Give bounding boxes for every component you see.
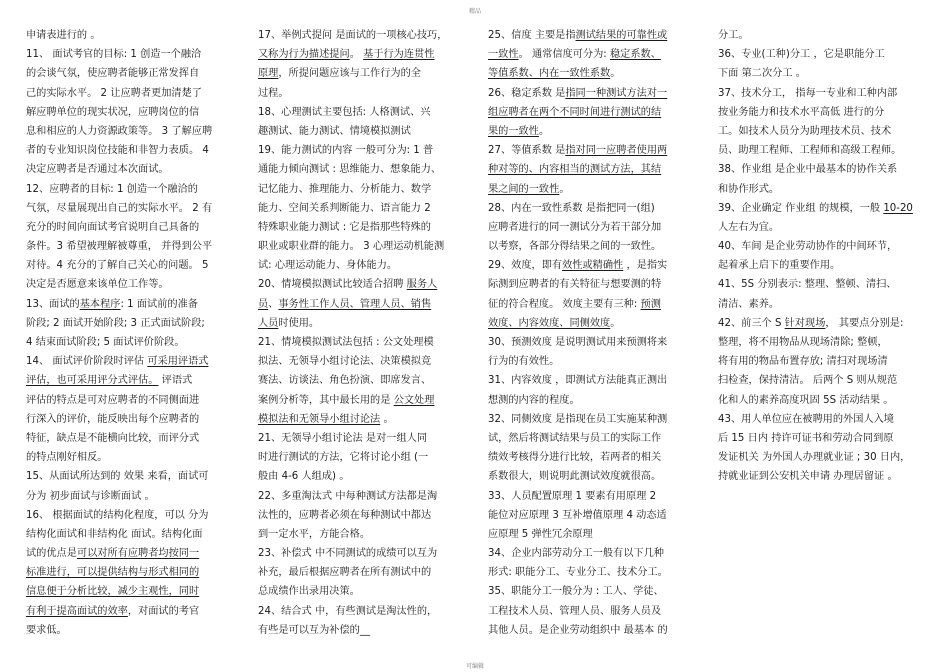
text-line	[718, 122, 933, 141]
text-line	[258, 525, 473, 544]
underlined-text: 员	[258, 298, 269, 310]
text-segment: 发证机关 为外国人办理就业证 ; 30 日内，	[718, 452, 911, 464]
text-line	[26, 506, 241, 525]
text-segment: 时使用。	[278, 317, 320, 329]
text-line	[258, 45, 473, 64]
text-column-2	[258, 26, 473, 640]
text-segment: 将有用的物品布置存放; 清扫对现场清	[718, 356, 888, 368]
text-line	[26, 180, 241, 199]
text-line	[258, 84, 473, 103]
text-line	[488, 218, 703, 237]
text-line	[26, 525, 241, 544]
text-segment: 人左右为宜。	[718, 221, 780, 233]
text-segment: 。	[610, 317, 621, 329]
text-segment: 17、举例式提问 是面试的一项核心技巧，	[258, 30, 448, 41]
text-line	[26, 141, 241, 160]
text-line	[26, 544, 241, 563]
text-segment: 12、应聘者的目标: 1 创造一个融洽的	[26, 183, 198, 195]
text-line	[26, 448, 241, 467]
text-segment: 总成绩作出录用决策。	[258, 586, 360, 598]
text-segment: 形式: 职能分工、专业分工、技术分工。	[488, 567, 668, 579]
text-segment: 能力、空间关系判断能力、语言能力 2	[258, 202, 431, 214]
text-line	[26, 218, 241, 237]
text-line	[718, 429, 933, 448]
text-segment: 36、专业(工种)分工 ，它是职能分工	[718, 49, 885, 61]
text-line	[26, 256, 241, 275]
text-segment: 持就业证到公安机关申请 办理居留证 。	[718, 471, 898, 483]
text-segment: 43、用人单位应在被聘用的外国人入境	[718, 413, 894, 425]
text-segment: 。 通常信度可分为:	[518, 49, 610, 61]
page-header: 精品	[468, 8, 481, 15]
text-segment: 34、企业内部劳动分工一般有以下几种	[488, 548, 664, 560]
text-segment: 工。如技术人员分为助理技术员、技术	[718, 125, 892, 137]
text-line	[718, 391, 933, 410]
text-line	[488, 371, 703, 390]
underlined-text: 预测	[640, 298, 661, 310]
text-segment: 和协作形式。	[718, 183, 780, 195]
underlined-text: 信息便于分析比较，减少主观性，同时	[26, 586, 200, 598]
text-line	[718, 256, 933, 275]
text-line	[488, 582, 703, 601]
text-segment: 己的实际水平。 2 让应聘者更加清楚了	[26, 87, 202, 99]
text-line	[258, 314, 473, 333]
text-segment: ，所提问题应该与工作行为的全	[278, 68, 421, 80]
text-segment: 21、情境模拟测试法包括 : 公文处理模	[258, 337, 434, 348]
text-segment: 30、预测效度 是说明测试用来预测将来	[488, 337, 668, 348]
text-segment: 31、内容效度 ，即测试方法能真正测出	[488, 375, 668, 387]
text-segment: 试，然后将测试结果与员工的实际工作	[488, 432, 662, 444]
underlined-text: 针对现场	[784, 317, 826, 329]
text-segment: 条件。3 希望被理解被尊重， 并得到公平	[26, 241, 213, 253]
text-segment: 应原理 5 弹性冗余原理	[488, 528, 593, 540]
text-line	[26, 333, 241, 352]
text-segment: 评语式	[158, 375, 193, 387]
underlined-text: 指同一种测试方法对一	[565, 87, 668, 99]
underlined-text: 组应聘者在两个不同时间进行测试的结	[488, 106, 662, 118]
text-line	[488, 45, 703, 64]
text-segment: 特殊职业能力测试 : 它是指那些特殊的	[258, 221, 431, 233]
underlined-text: 公文处理	[393, 394, 435, 406]
text-segment: 下面 第二次分工 。	[718, 68, 806, 80]
text-segment: 案例分析等，其中最长用的是	[258, 394, 394, 406]
text-line	[488, 448, 703, 467]
text-line	[26, 487, 241, 506]
text-segment: 特征，缺点是不能横向比较，而评分式	[26, 432, 200, 444]
text-segment: 35、职能分工一般分为 : 工人、学徒、	[488, 586, 664, 598]
underlined-text: 效度、内容效度、同侧效度	[488, 317, 611, 329]
text-line	[26, 563, 241, 582]
underlined-text: 服务人	[406, 279, 438, 291]
text-segment: 。	[380, 413, 394, 425]
text-segment: 阶段; 2 面试开始阶段; 3 正式面试阶段;	[26, 317, 205, 329]
text-line	[26, 295, 241, 314]
underlined-text: 模拟法和无领导小组讨论法	[258, 413, 381, 425]
underlined-text: 可采用评语式	[147, 356, 209, 368]
text-segment: 化和人的素养高度巩固 5S 活动结果 。	[718, 394, 894, 406]
text-line	[488, 602, 703, 621]
text-line	[718, 26, 933, 45]
text-line	[718, 160, 933, 179]
text-line	[26, 64, 241, 83]
text-line	[488, 621, 703, 640]
text-segment: 评估的特点是可对应聘者的不同侧面进	[26, 394, 200, 406]
underlined-text: 10-20	[883, 202, 913, 214]
text-segment: 者的专业知识岗位技能和非智力表质。 4	[26, 145, 209, 157]
text-segment: 19、能力测试的内容 一般可分为: 1 普	[258, 145, 434, 157]
text-segment: 整理，将不用物品从现场清除; 整顿，	[718, 337, 888, 348]
text-segment: 4 结束面试阶段; 5 面试评价阶段。	[26, 337, 185, 348]
text-line	[718, 218, 933, 237]
text-segment: 绩效考核得分进行比较，若两者的相关	[488, 452, 662, 464]
text-segment: 试的优点是	[26, 548, 77, 560]
text-line	[258, 371, 473, 390]
text-segment: 对待。4 充分的了解自己关心的问题。 5	[26, 260, 209, 272]
text-segment: 。	[559, 183, 570, 195]
text-segment: 征的符合程度。 效度主要有三种:	[488, 298, 641, 310]
text-line	[488, 141, 703, 160]
text-line	[718, 448, 933, 467]
text-line	[26, 122, 241, 141]
text-segment: 按业务能力和技术水平高低 进行的分	[718, 106, 885, 118]
text-line	[258, 621, 473, 640]
text-segment: 28、内在一致性系数 是指把同一(组)	[488, 202, 655, 214]
text-line	[26, 199, 241, 218]
text-segment: 41、5S 分别表示: 整理、整顿、清扫、	[718, 279, 897, 291]
text-column-4	[718, 26, 933, 487]
text-segment: 试: 心理运动能力、身体能力。	[258, 260, 398, 272]
text-line	[26, 391, 241, 410]
text-line	[26, 275, 241, 294]
text-segment: 13、面试的	[26, 298, 80, 310]
text-line	[718, 103, 933, 122]
text-line	[488, 487, 703, 506]
text-line	[258, 487, 473, 506]
text-segment: 27、等值系数 是	[488, 145, 566, 157]
text-line	[26, 314, 241, 333]
text-segment: 25、信度 主要是指	[488, 30, 576, 41]
text-segment: 37、技术分工， 指每一专业和工种内部	[718, 87, 898, 99]
text-line	[718, 295, 933, 314]
text-line	[26, 582, 241, 601]
text-line	[488, 544, 703, 563]
text-line	[26, 103, 241, 122]
text-segment: 。	[610, 68, 621, 80]
text-line	[718, 45, 933, 64]
text-line	[26, 429, 241, 448]
text-segment: 的会谈气氛，使应聘者能够正常发挥自	[26, 68, 200, 80]
text-line	[258, 448, 473, 467]
text-line	[718, 84, 933, 103]
text-line	[26, 237, 241, 256]
text-line	[718, 275, 933, 294]
text-line	[488, 275, 703, 294]
text-line	[258, 64, 473, 83]
text-segment: 际测到应聘者的有关特征与想要测的特	[488, 279, 662, 291]
text-line	[258, 256, 473, 275]
text-line	[488, 563, 703, 582]
underlined-text: 种对等的、内容相当的测试方法，其结	[488, 164, 662, 176]
underlined-text: 测试结果的可靠性或	[575, 30, 668, 41]
text-segment: 汰性的，应聘者必须在每种测试中都达	[258, 509, 432, 521]
text-segment: 32、同侧效度 是指现在员工实施某种测	[488, 413, 668, 425]
text-segment: 时进行测试的方法，它将讨论小组 (一	[258, 452, 429, 464]
text-line	[26, 160, 241, 179]
text-line	[258, 103, 473, 122]
text-line	[258, 582, 473, 601]
text-column-3	[488, 26, 703, 640]
text-segment: 拟法、无领导小组讨论法、决策模拟竞	[258, 356, 432, 368]
text-segment: 11、 面试考官的目标: 1 创造一个融洽	[26, 49, 202, 61]
text-segment: 解应聘单位的现实状况，应聘岗位的信	[26, 106, 200, 118]
text-line	[718, 199, 933, 218]
text-segment: 后 15 日内 持许可证书和劳动合同到原	[718, 432, 894, 444]
text-segment: ，对面试的考官	[127, 605, 200, 617]
page-footer: 可编辑	[465, 663, 484, 670]
text-segment: 到一定水平，方能合格。	[258, 528, 371, 540]
text-line	[258, 391, 473, 410]
text-line	[26, 371, 241, 390]
text-line	[718, 180, 933, 199]
underlined-text: 事务性工作人员、管理人员、销售	[278, 298, 432, 310]
underlined-text: 人员	[258, 317, 279, 329]
text-line	[488, 84, 703, 103]
text-segment: 通能力倾向测试 : 思维能力、想象能力、	[258, 164, 442, 176]
underlined-text: 又称为行为描述提问	[258, 49, 350, 61]
text-segment: 26、稳定系数 是	[488, 87, 566, 99]
text-line	[258, 295, 473, 314]
text-segment: 21、无领导小组讨论法 是对一组人同	[258, 432, 428, 444]
text-segment: ， 其要点分别是:	[825, 317, 904, 329]
text-segment: 有些是可以互为补偿的	[258, 624, 360, 636]
text-line	[718, 314, 933, 333]
text-segment: 22、多重淘汰式 中每种测试方法都是淘	[258, 490, 438, 502]
text-segment: 赛法、访谈法、角色扮演、即席发言、	[258, 375, 432, 387]
text-segment: 气氛，尽量展现出自己的实际水平。 2 有	[26, 202, 213, 214]
text-line	[488, 103, 703, 122]
text-segment: 行为的有效性。	[488, 356, 560, 368]
text-line	[26, 602, 241, 621]
text-line	[718, 237, 933, 256]
text-line	[26, 410, 241, 429]
underlined-text: 基于行为连贯性	[363, 49, 435, 61]
text-line	[488, 333, 703, 352]
text-segment: 应聘者进行的同一测试分为若干部分加	[488, 221, 662, 233]
text-segment: 39、企业确定 作业组 的规模，一般	[718, 202, 884, 214]
text-segment: ，是指实	[623, 260, 668, 272]
text-line	[488, 180, 703, 199]
text-segment: 的特点刚好相反。	[26, 452, 108, 464]
text-segment: 14、 面试评价阶段时评估	[26, 356, 148, 368]
text-line	[258, 160, 473, 179]
text-line	[258, 563, 473, 582]
text-segment: 过程。	[258, 87, 289, 99]
text-segment: 23、补偿式 中不同测试的成绩可以互为	[258, 548, 438, 560]
text-line	[26, 26, 241, 45]
text-line	[258, 352, 473, 371]
text-segment: __	[359, 624, 371, 636]
text-segment: 员、助理工程师、工程师和高级工程师。	[718, 145, 902, 157]
text-segment: 38、作业组 是企业中最基本的协作关系	[718, 164, 898, 176]
text-segment: 般由 4-6 人组成) 。	[258, 471, 350, 483]
text-line	[718, 141, 933, 160]
text-line	[258, 199, 473, 218]
text-segment: 记忆能力、推理能力、分析能力、数学	[258, 183, 432, 195]
text-line	[258, 237, 473, 256]
underlined-text: 评估，也可采用评分式评估。	[26, 375, 159, 387]
text-segment: 起着承上启下的重要作用。	[718, 260, 841, 272]
text-segment: 想测的内容的程度。	[488, 394, 580, 406]
text-segment: 、	[268, 298, 279, 310]
underlined-text: 稳定系数、	[609, 49, 661, 61]
text-line	[718, 64, 933, 83]
text-segment: 息和相应的人力资源政策等。 3 了解应聘	[26, 125, 213, 137]
text-segment: 29、效度，即有	[488, 260, 563, 272]
underlined-text: 基本程序	[79, 298, 121, 310]
text-line	[26, 467, 241, 486]
text-line	[488, 314, 703, 333]
text-line	[258, 429, 473, 448]
text-line	[258, 602, 473, 621]
text-segment: 清洁、素养。	[718, 298, 780, 310]
text-line	[258, 467, 473, 486]
text-segment: 33、人员配置原理 1 要素有用原理 2	[488, 490, 657, 502]
text-line	[718, 371, 933, 390]
text-segment: 结构化面试和非结构化 面试。结构化面	[26, 528, 203, 540]
text-segment: 16、 根据面试的结构化程度，可以 分为	[26, 509, 209, 521]
underlined-text: 原理	[258, 68, 279, 80]
text-line	[258, 26, 473, 45]
underlined-text: 指对同一应聘者使用两	[565, 145, 668, 157]
text-segment: 分为 初步面试与诊断面试 。	[26, 490, 155, 502]
text-segment: 补充，最后根据应聘者在所有测试中的	[258, 567, 432, 579]
text-line	[718, 352, 933, 371]
text-line	[258, 506, 473, 525]
text-segment: 15、从面试所达到的 效果 来看，面试可	[26, 471, 209, 483]
text-line	[26, 84, 241, 103]
text-line	[26, 45, 241, 64]
text-segment: 以考察，各部分得结果之间的一致性。	[488, 241, 662, 253]
text-line	[488, 391, 703, 410]
text-segment: : 1 面试前的准备	[120, 298, 198, 310]
text-segment: 决定是否愿意来该单位工作等。	[26, 279, 169, 291]
underlined-text: 有利于提高面试的效率	[26, 605, 128, 617]
text-line	[488, 26, 703, 45]
text-line	[488, 64, 703, 83]
text-line	[258, 122, 473, 141]
text-line	[258, 141, 473, 160]
text-line	[488, 256, 703, 275]
text-segment: 职业或职业群的能力。 3 心理运动机能测	[258, 241, 445, 253]
text-line	[258, 410, 473, 429]
text-line	[26, 621, 241, 640]
text-line	[488, 525, 703, 544]
text-line	[488, 199, 703, 218]
text-line	[258, 275, 473, 294]
underlined-text: 等值系数、内在一致性系数	[488, 68, 611, 80]
text-segment: 24、结合式 中，有些测试是淘汰性的，	[258, 605, 438, 617]
text-segment: 42、前三个 S	[718, 317, 785, 329]
text-column-1	[26, 26, 241, 640]
text-segment: 决定应聘者是否通过本次面试。	[26, 164, 169, 176]
text-line	[488, 237, 703, 256]
text-segment: 能位对应原理 3 互补增值原理 4 动态适	[488, 509, 667, 521]
text-segment: 系数很大，则说明此测试效度就很高。	[488, 471, 662, 483]
underlined-text: 标准进行，可以提供结构与形式相同的	[26, 567, 200, 579]
text-line	[258, 218, 473, 237]
text-segment: 趣测试、能力测试、情境模拟测试	[258, 125, 411, 137]
text-line	[488, 295, 703, 314]
text-line	[488, 160, 703, 179]
text-segment: 。	[538, 125, 550, 137]
text-line	[258, 333, 473, 352]
text-line	[26, 352, 241, 371]
text-line	[488, 352, 703, 371]
text-line	[488, 429, 703, 448]
underlined-text: 果的一致性	[488, 125, 539, 137]
text-line	[258, 544, 473, 563]
underlined-text: 一致性	[488, 49, 519, 61]
text-line	[488, 506, 703, 525]
text-segment: 扫检查，保持清洁。 后两个 S 则从规范	[718, 375, 898, 387]
text-segment: 20、情境模拟测试比较适合招聘	[258, 279, 407, 291]
underlined-text: 效性或精确性	[562, 260, 624, 272]
underlined-text: 果之间的一致性	[488, 183, 560, 195]
underlined-text: 可以对所有应聘者均按同一	[76, 548, 200, 560]
text-line	[258, 180, 473, 199]
text-line	[488, 122, 703, 141]
text-line	[718, 467, 933, 486]
text-segment: 要求低。	[26, 624, 67, 636]
text-segment: 工程技术人员、管理人员、服务人员及	[488, 605, 662, 617]
text-segment: 。	[349, 49, 364, 61]
text-segment: 40、车间 是企业劳动协作的中间环节，	[718, 241, 898, 253]
text-segment: 18、心理测试主要包括: 人格测试、兴	[258, 106, 431, 118]
text-segment: 其他人员。是企业劳动组织中 最基本 的	[488, 624, 668, 636]
text-line	[718, 410, 933, 429]
text-segment: 分工。	[718, 30, 749, 41]
text-line	[718, 333, 933, 352]
text-line	[488, 467, 703, 486]
text-segment: 充分的时间向面试考官说明自己具备的	[26, 221, 200, 233]
text-segment: 行深入的评价，能反映出每个应聘者的	[26, 413, 200, 425]
text-line	[488, 410, 703, 429]
text-segment: 申请表进行的 。	[26, 30, 101, 41]
